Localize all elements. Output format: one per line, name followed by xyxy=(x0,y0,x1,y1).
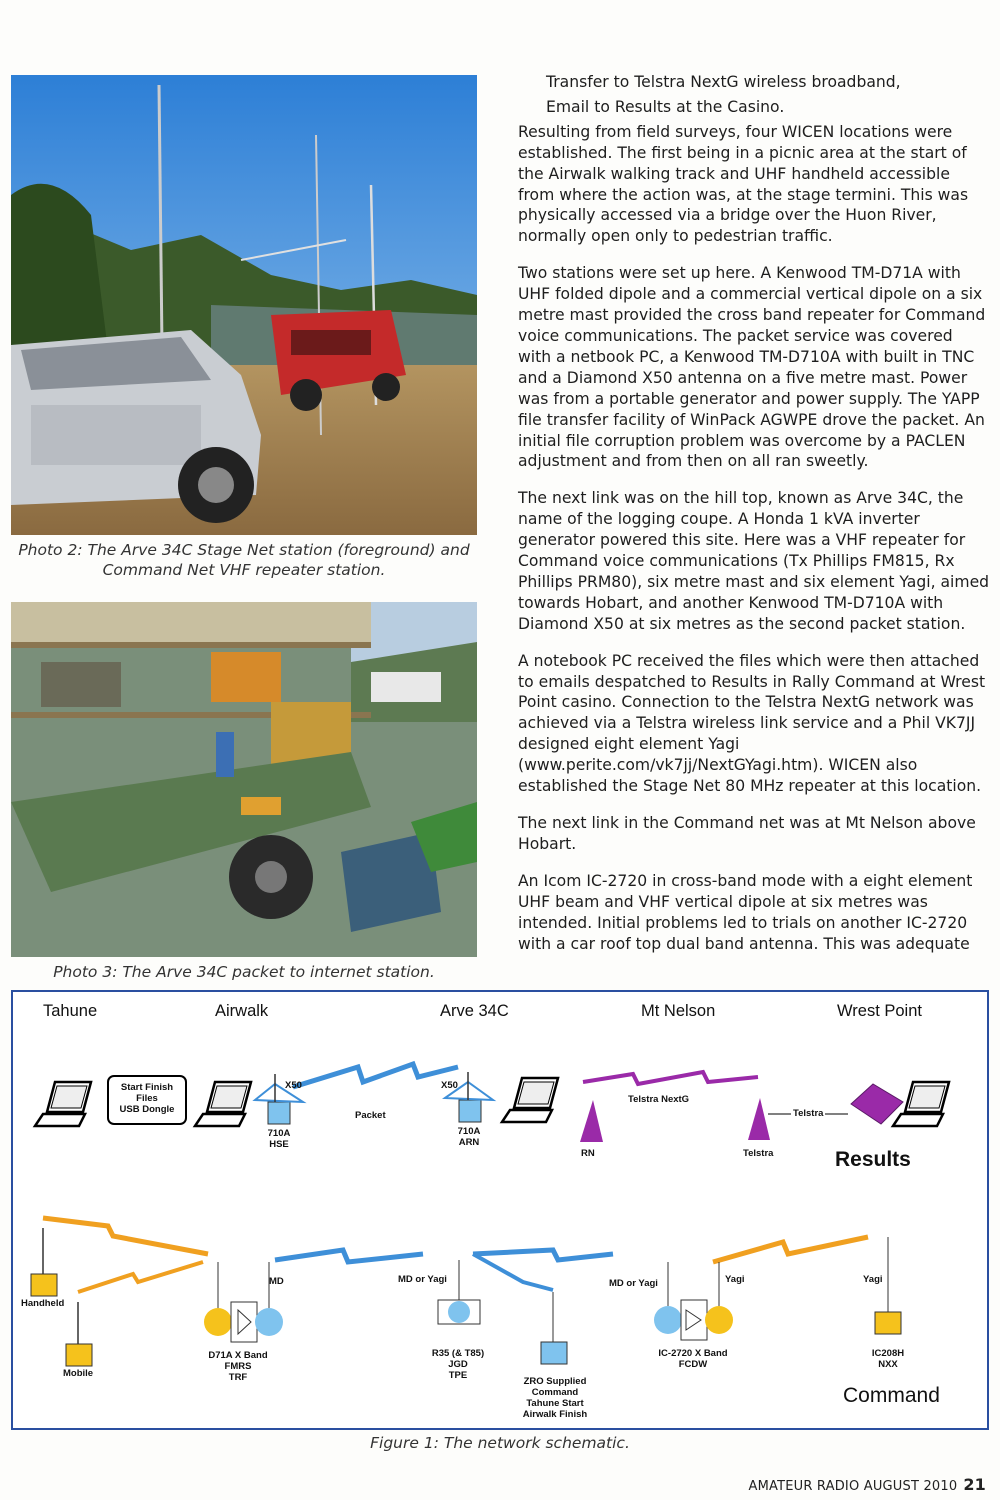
rn-label: RN xyxy=(581,1148,595,1159)
photo-3-image xyxy=(11,602,477,957)
nextg-link xyxy=(583,1072,758,1084)
article-paragraph: The next link in the Command net was at Mt Nelson above Hobart. xyxy=(518,814,976,853)
usb-dongle-label xyxy=(108,1082,186,1115)
photo-2 xyxy=(11,75,477,535)
article-paragraph: Resulting from field surveys, four WICEN locations were established. The first being in a picnic area at the start of the Airwalk walking track and UHF handheld accessible from where the action was, at the stage termini. This was physically accessed via a bridge over the Huon River, normally open only to pedestrian traffic. xyxy=(518,122,969,246)
location-mt-nelson: Mt Nelson xyxy=(641,1002,716,1020)
handheld-link xyxy=(43,1218,208,1254)
station-label-line: Tahune Start xyxy=(526,1398,584,1409)
router-icon xyxy=(851,1084,903,1124)
station-label-line: NXX xyxy=(878,1359,898,1370)
station-label-line: FCDW xyxy=(678,1359,708,1370)
telstra-tower-icon xyxy=(748,1098,770,1140)
command-label: Command xyxy=(843,1384,940,1407)
photo-2-caption-line-1: Photo 2: The Arve 34C Stage Net station (foreground) and xyxy=(18,541,470,559)
article-paragraph: The next link was on the hill top, known as Arve 34C, the name of the logging coupe. A Honda 1 kVA inverter generator powered this site. Here was a VHF repeater for Command voice communications (Tx Phillips FM815, Rx Phillips PRM80), six metre mast and six element Yagi, aimed towards Hobart, and another Kenwood TM-D710A with Diamond X50 at six metres as the second packet station. xyxy=(518,489,990,633)
radio-label-line: 710A xyxy=(267,1128,291,1139)
laptop-icon xyxy=(35,1082,91,1126)
article-line-1: Transfer to Telstra NextG wireless broadband, xyxy=(546,73,901,91)
rn-tower-icon xyxy=(580,1100,603,1142)
page-footer xyxy=(748,1475,986,1494)
command-link-3 xyxy=(473,1254,553,1290)
md-or-yagi-label: MD or Yagi xyxy=(609,1278,658,1289)
location-airwalk: Airwalk xyxy=(215,1002,269,1020)
laptop-icon xyxy=(502,1078,558,1122)
station-label-line: Airwalk Finish xyxy=(522,1409,588,1420)
station-label-line: R35 (& T85) xyxy=(431,1348,485,1359)
article-paragraph: A notebook PC received the files which were then attached to emails despatched to Results in Rally Command at Wrest Point casino. Connection to the Telstra NextG network was achieved via a Telstra wireless link service and a Phil VK7JJ designed eight element Yagi (www.perite.com/vk7jj/NextGYagi.htm). WICEN also established the Stage Net 80 MHz repeater at this location. xyxy=(518,651,986,796)
telstra-link-label: Telstra xyxy=(793,1108,824,1119)
yagi-label: Yagi xyxy=(863,1274,883,1285)
yagi-label: Yagi xyxy=(725,1274,745,1285)
radio-label-line: 710A xyxy=(457,1126,481,1137)
mobile-link xyxy=(78,1262,203,1292)
article-paragraph: Two stations were set up here. A Kenwood TM-D71A with UHF folded dipole and a commercial vertical dipole on a six metre mast provided the cross band repeater for Command voice communications. The packet service was covered with a netbook PC, a Kenwood TM-D710A with built in TNC and a Diamond X50 antenna on a five metre mast. Power was from a portable generator and power supply. The YAPP file transfer facility of WinPack AGWPE drove the packet. An initial file corruption problem was overcome by a PACLEN adjustment and from then on all ran sweetly. xyxy=(518,264,986,471)
page-number: 21 xyxy=(963,1475,986,1494)
telstra-label: Telstra xyxy=(743,1148,774,1159)
station-label-line: JGD xyxy=(448,1359,468,1370)
location-arve-34c: Arve 34C xyxy=(440,1002,509,1020)
photo-2-caption xyxy=(11,540,477,580)
photo-2-caption-line-2: Command Net VHF repeater station. xyxy=(102,561,386,579)
station-label-line: TRF xyxy=(228,1372,248,1383)
md-label: MD xyxy=(269,1276,284,1287)
radio-710a-arn-label xyxy=(451,1126,487,1148)
article-paragraph: An Icom IC-2720 in cross-band mode with a eight element UHF beam and VHF vertical dipole at six metres was intended. Initial problems led to trials on another IC-2720 with a car roof top dual band antenna. This was adequate xyxy=(518,871,973,953)
station-4-label xyxy=(648,1348,738,1370)
station-label-line: Command xyxy=(531,1387,579,1398)
md-or-yagi-label: MD or Yagi xyxy=(398,1274,447,1285)
mobile-label: Mobile xyxy=(63,1368,94,1379)
publication-name: AMATEUR RADIO AUGUST 2010 xyxy=(748,1479,958,1494)
usb-label-line: USB Dongle xyxy=(119,1104,175,1115)
laptop-icon xyxy=(195,1082,251,1126)
packet-link xyxy=(293,1064,458,1087)
command-link-1 xyxy=(275,1250,423,1262)
station-1-label xyxy=(193,1350,283,1383)
station-5-label xyxy=(858,1348,918,1370)
article-column xyxy=(518,72,990,970)
usb-label-line: Files xyxy=(136,1093,158,1104)
command-link-2 xyxy=(473,1250,613,1260)
station-3-label xyxy=(510,1376,600,1420)
radio-710a-arn xyxy=(459,1100,481,1122)
packet-label: Packet xyxy=(355,1110,386,1121)
location-wrest-point: Wrest Point xyxy=(837,1002,922,1020)
figure-1-caption: Figure 1: The network schematic. xyxy=(370,1434,630,1452)
x50-left-label: X50 xyxy=(285,1080,302,1091)
usb-label-line: Start Finish xyxy=(120,1082,174,1093)
mobile-box xyxy=(66,1344,92,1366)
station-label-line: ZRO Supplied xyxy=(523,1376,587,1387)
handheld-box xyxy=(31,1274,57,1296)
station-label-line: IC208H xyxy=(871,1348,905,1359)
handheld-label: Handheld xyxy=(21,1298,65,1309)
photo-3-caption: Photo 3: The Arve 34C packet to internet station. xyxy=(53,963,435,981)
station-label-line: IC-2720 X Band xyxy=(658,1348,728,1359)
radio-label-line: HSE xyxy=(269,1139,289,1150)
radio-710a-hse xyxy=(268,1102,290,1124)
station-label-line: D71A X Band xyxy=(208,1350,268,1361)
results-label: Results xyxy=(835,1148,911,1171)
photo-2-image xyxy=(11,75,477,535)
radio-label-line: ARN xyxy=(458,1137,480,1148)
radio-710a-hse-label xyxy=(261,1128,297,1150)
network-schematic xyxy=(11,990,989,1430)
nextg-label: Telstra NextG xyxy=(628,1094,690,1105)
x50-right-label: X50 xyxy=(441,1080,458,1091)
article-line-2: Email to Results at the Casino. xyxy=(546,97,785,116)
station-label-line: TPE xyxy=(448,1370,468,1381)
station-2-label xyxy=(413,1348,503,1381)
station-label-line: FMRS xyxy=(224,1361,252,1372)
photo-3 xyxy=(11,602,477,957)
command-link-4 xyxy=(713,1237,868,1262)
location-tahune: Tahune xyxy=(43,1002,98,1020)
